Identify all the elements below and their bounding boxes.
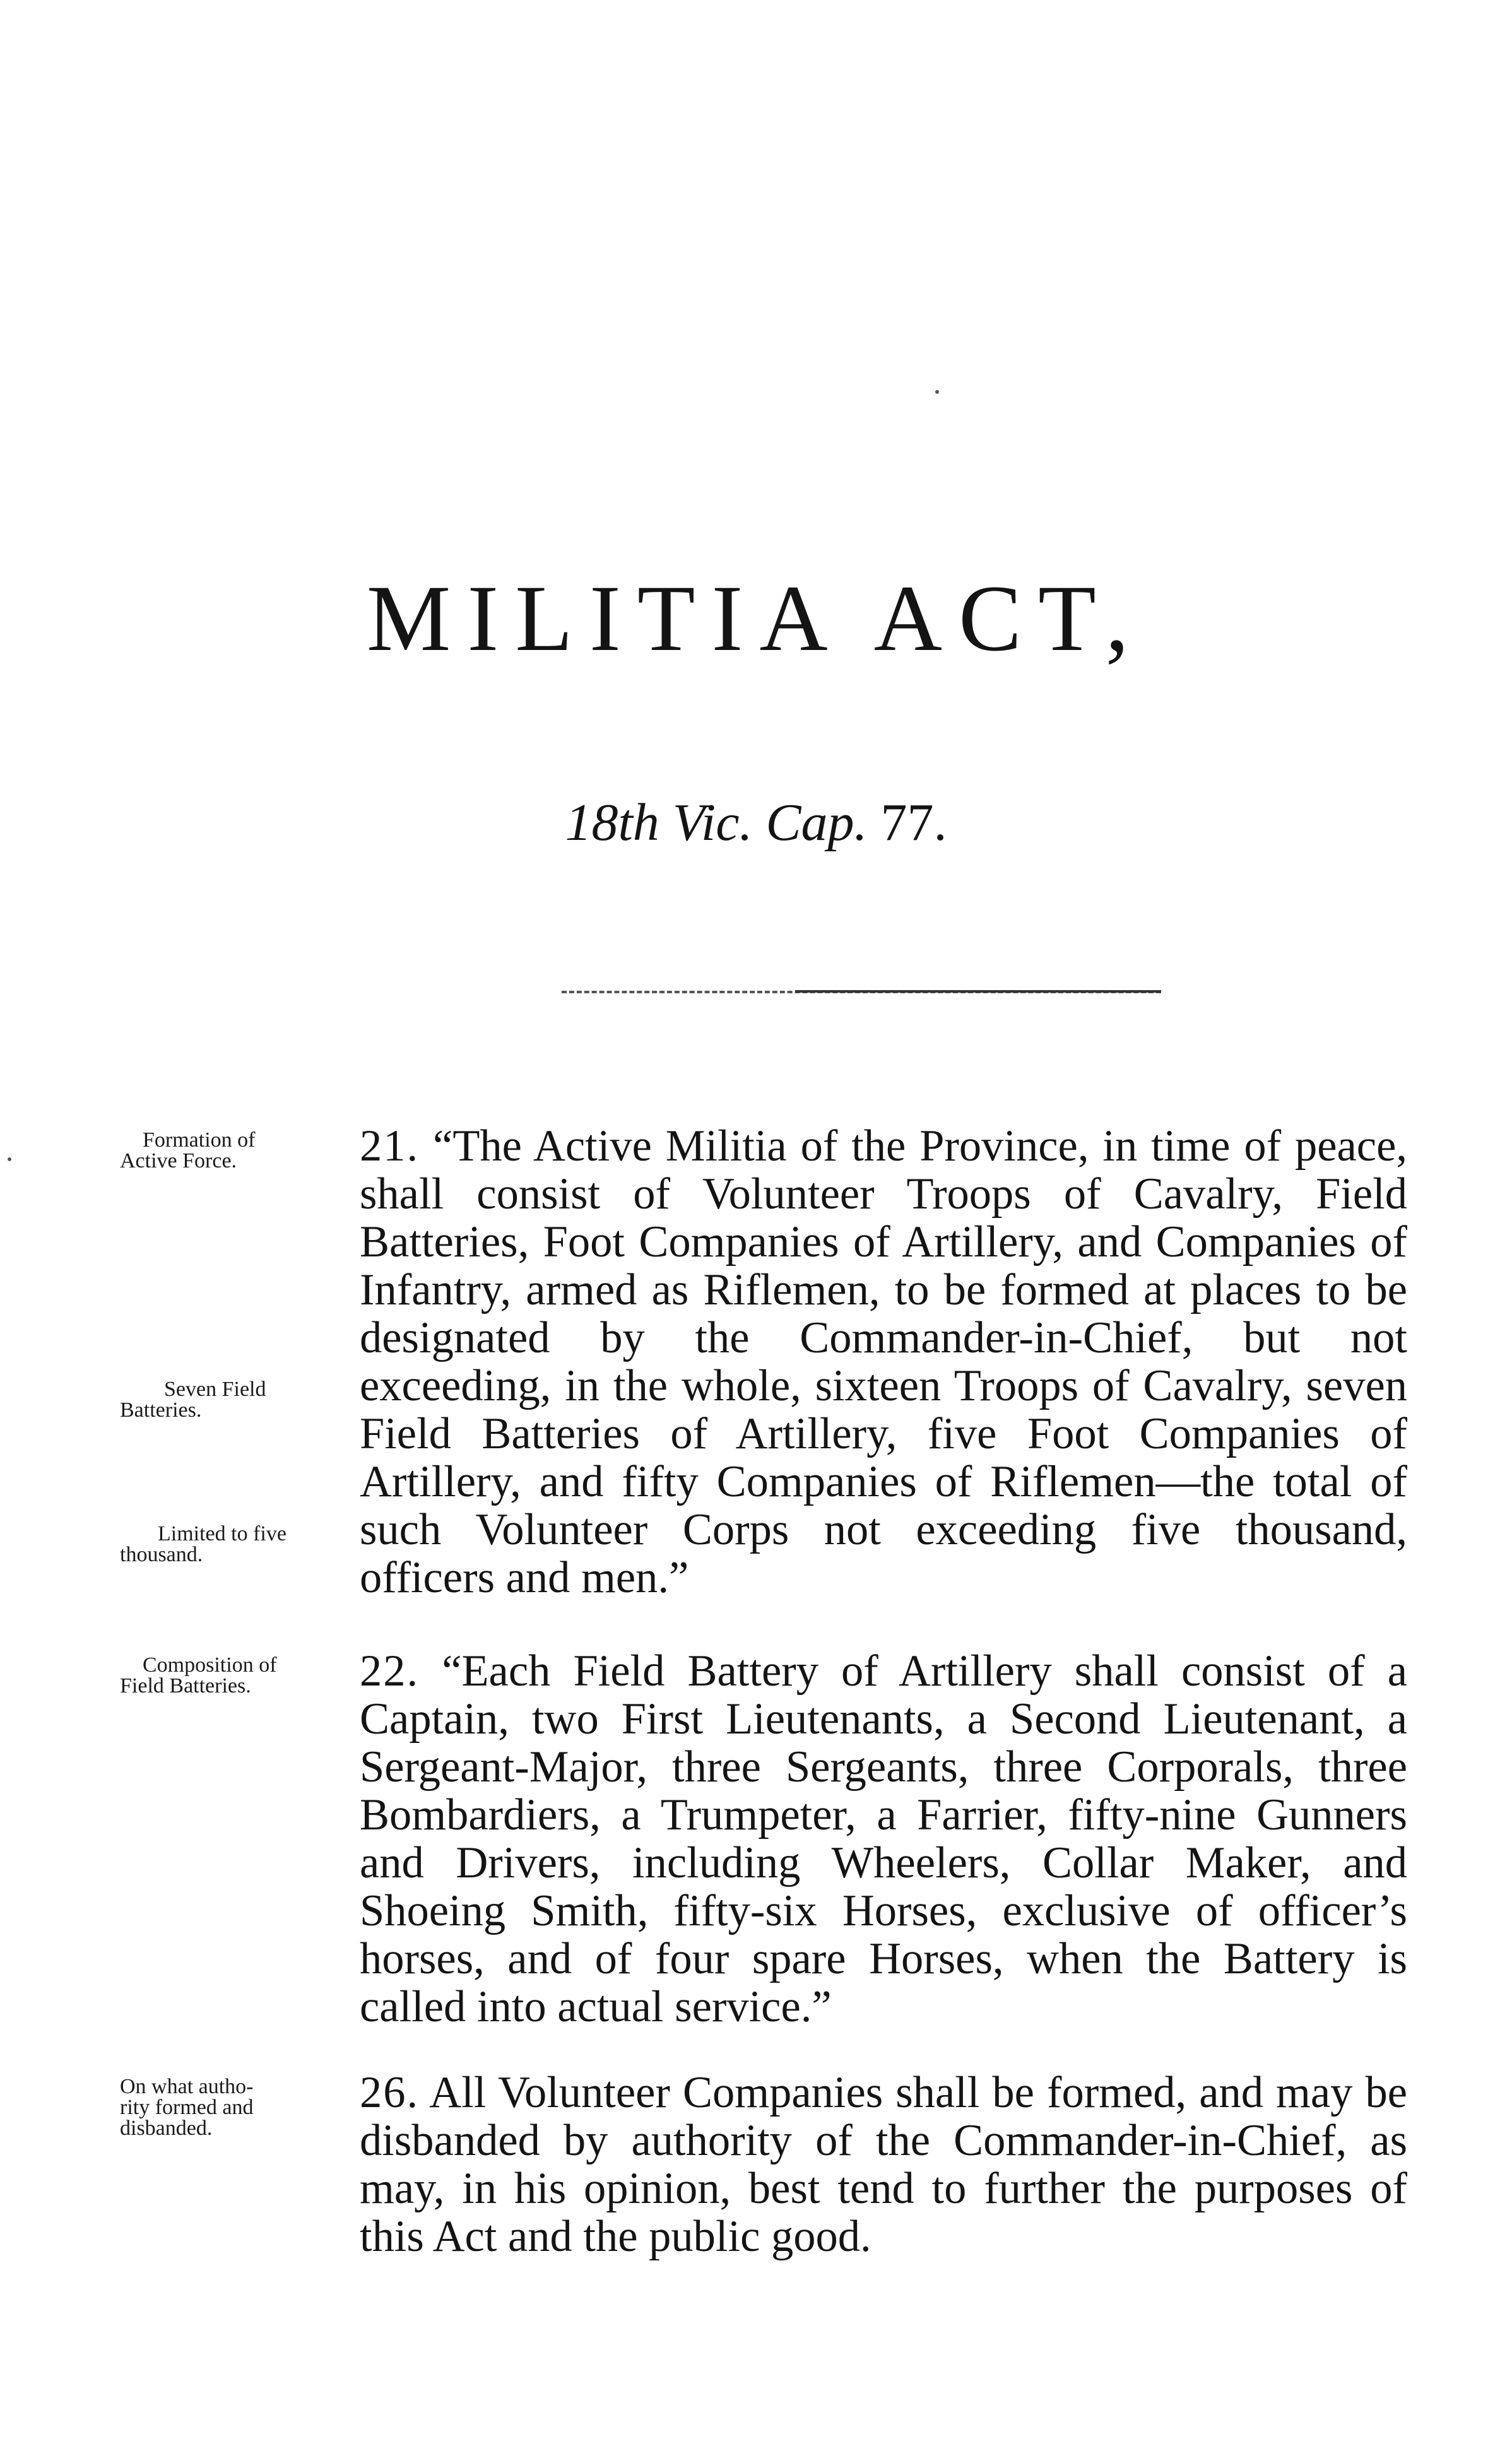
- section-26-text: [360, 2069, 1407, 2260]
- section-number: 21.: [360, 1121, 420, 1171]
- citation-italic: 18th Vic. Cap.: [565, 793, 868, 852]
- section-21: [360, 1122, 1407, 1602]
- page-title: MILITIA ACT,: [366, 566, 1146, 671]
- section-number: 26.: [360, 2068, 420, 2117]
- margin-note-authority: On what autho- rity formed and disbanded.: [120, 2075, 254, 2140]
- margin-note-composition: Composition of Field Batteries.: [120, 1653, 277, 1698]
- margin-note-formation: Formation of Active Force.: [120, 1128, 256, 1172]
- section-body: All Volunteer Companies shall be formed, and may be disbanded by authority of the Commander-in-Chief, as may, in his opinion, best tend to further the purposes of this Act and the public good.: [360, 2068, 1407, 2261]
- statute-citation: [0, 793, 1512, 852]
- section-number: 22.: [360, 1646, 420, 1696]
- section-26: [360, 2069, 1407, 2260]
- section-21-text: [360, 1122, 1407, 1602]
- margin-note-seven-field: Seven Field Batteries.: [120, 1378, 266, 1422]
- section-22: [360, 1647, 1407, 2031]
- print-speck: [935, 390, 939, 394]
- section-22-text: [360, 1647, 1407, 2031]
- citation-number: 77.: [867, 793, 947, 852]
- section-body: “Each Field Battery of Artillery shall consist of a Captain, two First Lieutenants, a Second Lieutenant, a Sergeant-Major, three Sergeants, three Corporals, three Bombardiers, a Trumpeter, a Farrier, fifty-nine Gunners and Drivers, including Wheelers, Collar Maker, and Shoeing Smith, fifty-six Horses, exclusive of officer’s horses, and of four spare Horses, when the Battery is called into actual service.”: [360, 1646, 1407, 2031]
- section-body: “The Active Militia of the Province, in time of peace, shall consist of Volunteer Troops of Cavalry, Field Batteries, Foot Companies of Artillery, and Companies of Infantry, armed as Riflemen, to be formed at places to be designated by the Commander-in-Chief, but not exceeding, in the whole, sixteen Troops of Cavalry, seven Field Batteries of Artillery, five Foot Companies of Artillery, and fifty Companies of Riflemen—the total of such Volunteer Corps not exceeding five thousand, officers and men.”: [360, 1121, 1407, 1602]
- section-divider-solid: [795, 990, 1161, 993]
- margin-note-limited: Limited to five thousand.: [120, 1522, 286, 1566]
- print-speck: [8, 1157, 11, 1161]
